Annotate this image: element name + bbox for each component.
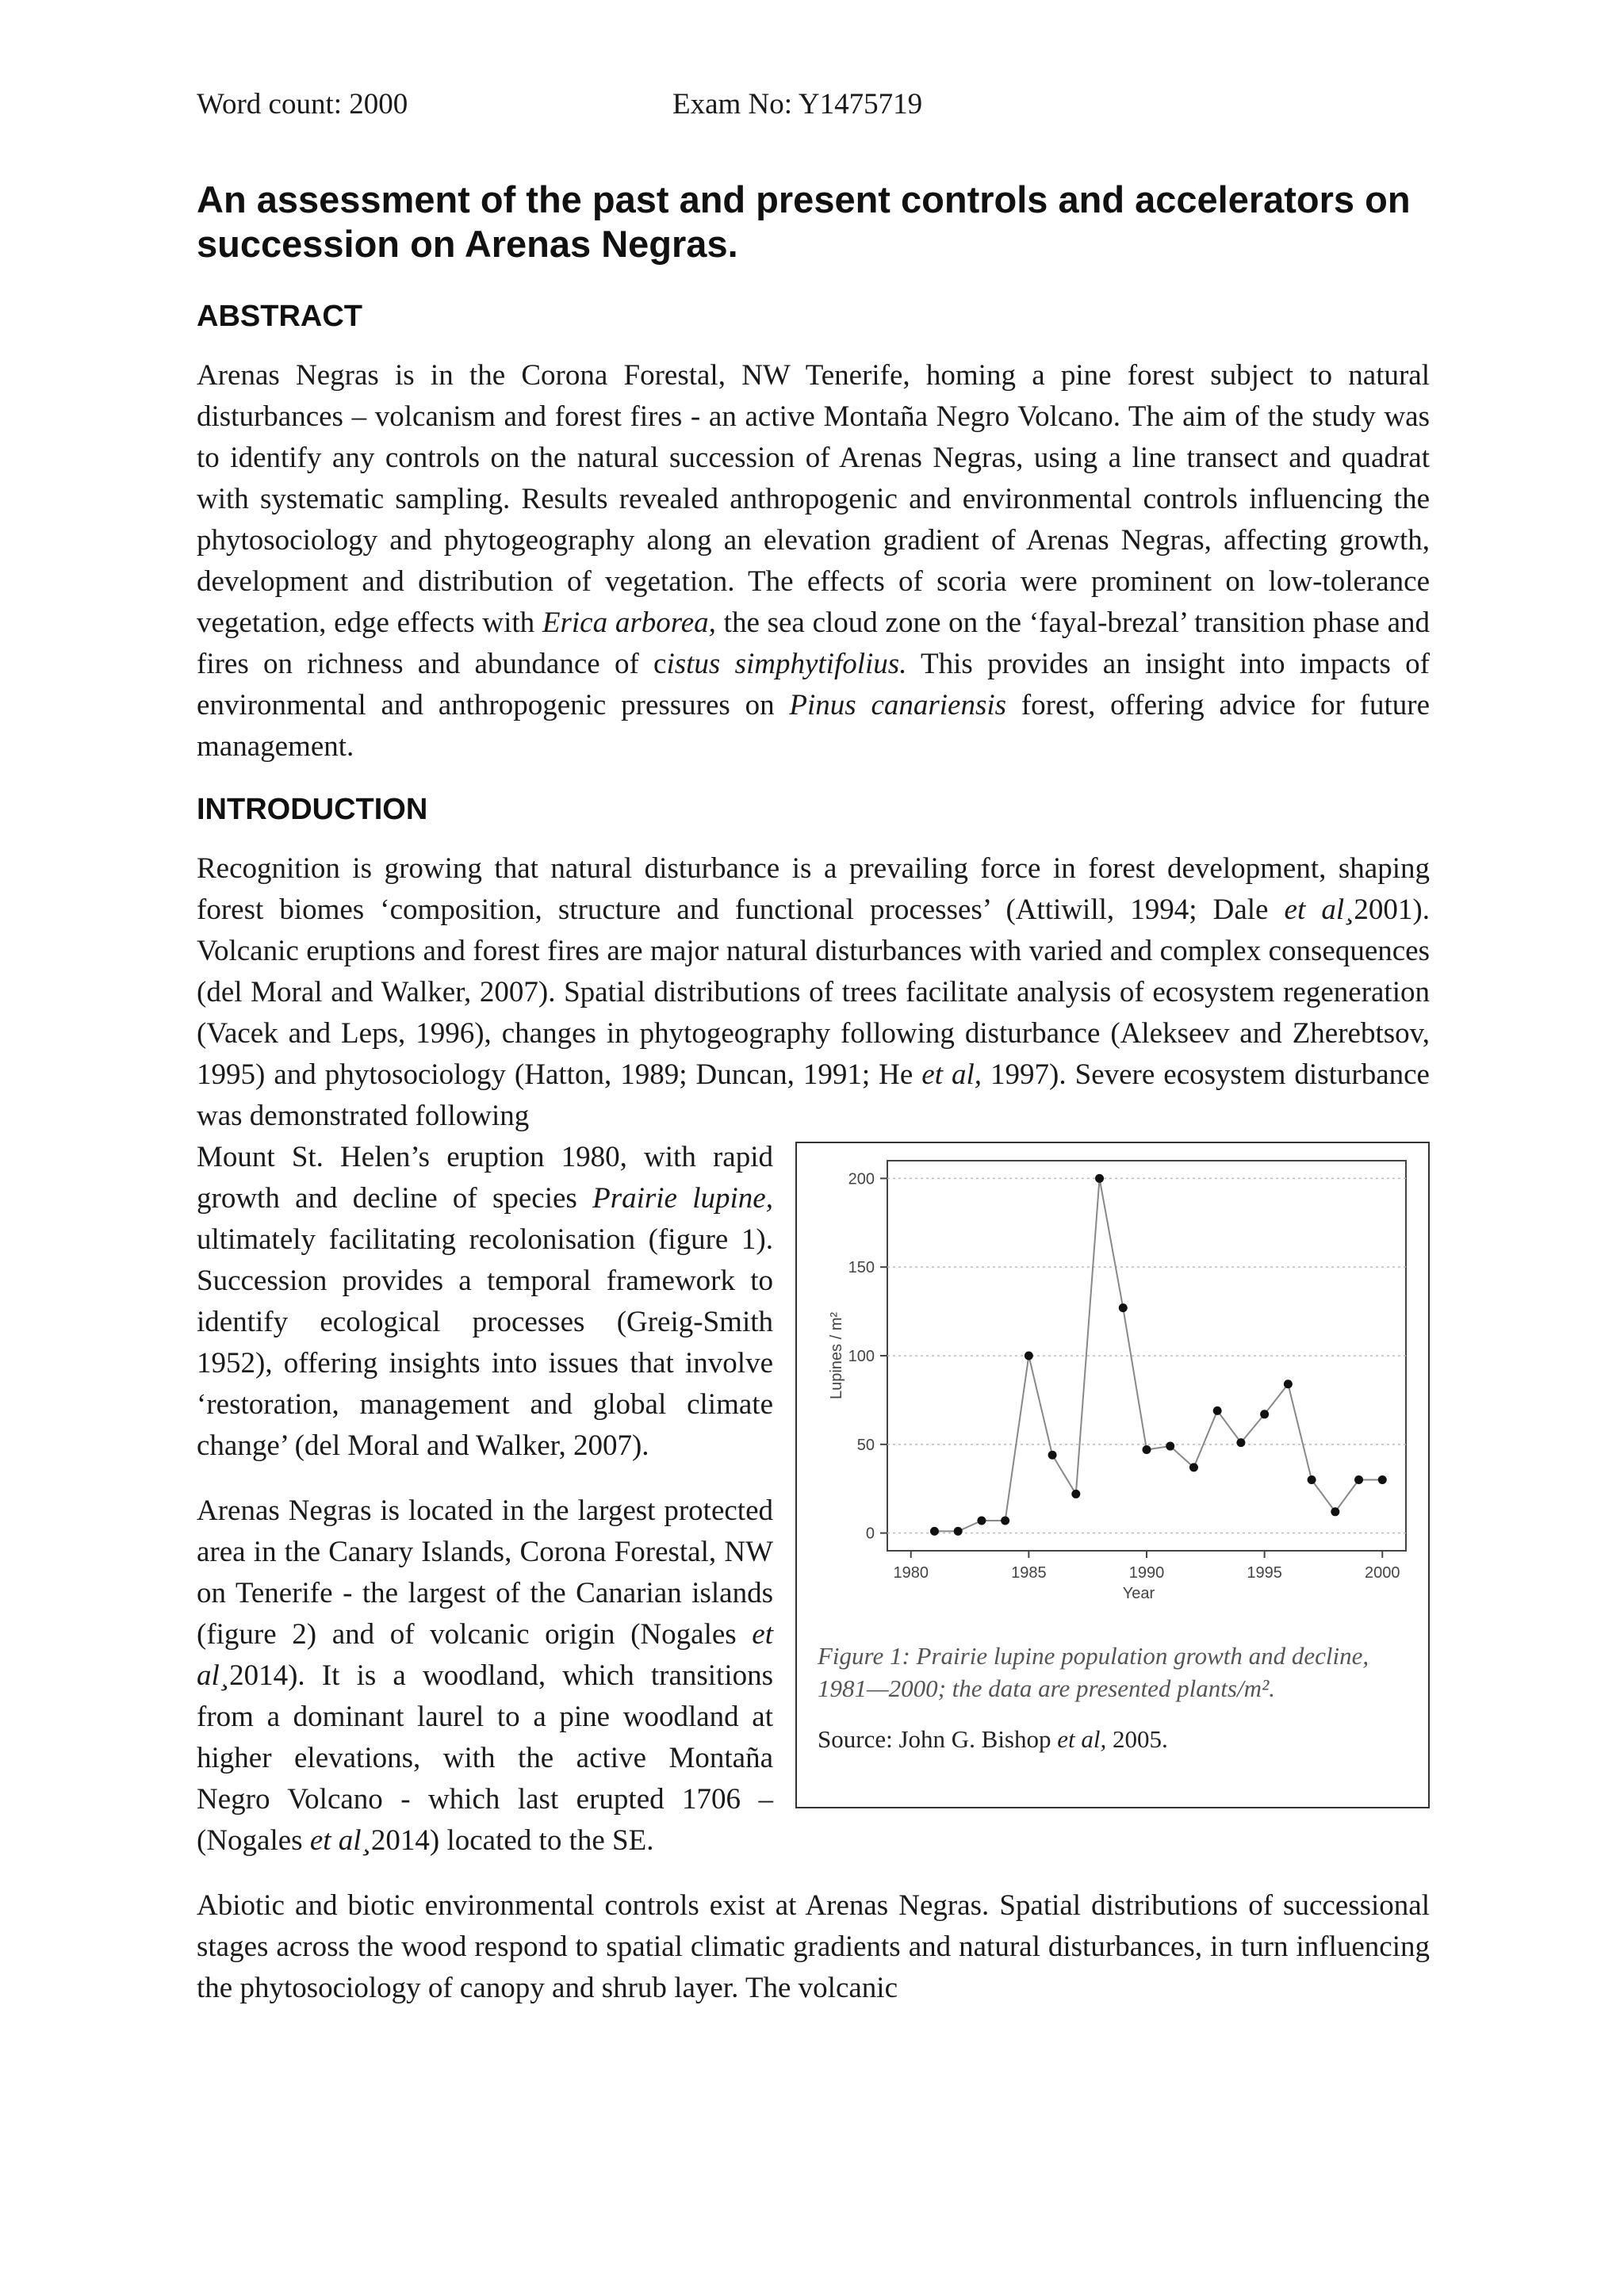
data-point [1119,1303,1128,1312]
data-point [977,1516,986,1525]
exam-number: Exam No: Y1475719 [672,88,923,121]
y-tick-label: 150 [848,1259,875,1277]
introduction-body [197,848,1430,1885]
data-point [1095,1174,1104,1183]
x-tick-label: 1985 [1011,1564,1047,1582]
abstract-heading: ABSTRACT [197,300,362,333]
lupine-chart [810,1154,1419,1622]
x-tick-label: 1995 [1247,1564,1282,1582]
data-point [1189,1463,1198,1471]
data-point [1048,1451,1057,1460]
document-title: An assessment of the past and present controls and accelerators on succession on Arenas Negras. [197,178,1411,265]
data-point [1378,1475,1387,1484]
intro-paragraph-2: Arenas Negras is located in the largest protected area in the Canary Islands, Corona Forestal, NW on Tenerife - the largest of the Canarian islands (figure 2) and of volcanic origin (Nogales et al¸2014). It is a woodland, which transitions from a dominant laurel to a pine woodland at higher elevations, with the active Montaña Negro Volcano - which last erupted 1706 – (Nogales et al¸2014) located to the SE. [197,1494,773,1857]
data-point [1166,1442,1174,1451]
x-axis-label: Year [1122,1585,1155,1602]
y-tick-label: 50 [856,1436,875,1454]
x-tick-label: 1990 [1128,1564,1165,1582]
x-tick-label: 2000 [1365,1564,1400,1582]
figure-caption: Figure 1: Prairie lupine population growth and decline, 1981—2000; the data are presented plants/m². [818,1642,1369,1702]
data-point [1308,1475,1316,1484]
data-point [930,1527,939,1536]
species-name: Erica arborea, [542,607,716,639]
data-point [1001,1516,1009,1525]
word-count: Word count: 2000 [197,88,408,121]
y-tick-label: 100 [848,1348,875,1365]
figure-source: Source: John G. Bishop et al, 2005. [818,1725,1168,1753]
data-point [1284,1380,1293,1388]
figure-1 [795,1142,1430,1808]
data-point [1354,1475,1363,1484]
data-point [1236,1438,1245,1447]
y-axis-label: Lupines / m² [828,1311,845,1400]
data-point [1260,1410,1269,1418]
species-name: istus simphytifolius. [666,648,907,680]
x-tick-label: 1980 [893,1564,929,1582]
intro-paragraph-1-continued: Mount St. Helen’s eruption 1980, with rapid growth and decline of species Prairie lupine, ultimately facilitating recolonisation (figure 1). Succession provides a temporal framework to identify ecological processes (Greig-Smith 1952), offering insights into issues that involve ‘restoration, management and global climate change’ (del Moral and Walker, 2007). [197,1141,773,1462]
data-point [954,1527,963,1536]
introduction-heading: INTRODUCTION [197,793,428,826]
data-point [1213,1406,1222,1415]
data-point [1025,1352,1033,1360]
y-tick-label: 200 [848,1170,875,1188]
data-point [1331,1507,1339,1516]
species-name: Pinus canariensis [789,689,1007,721]
abstract-paragraph: Arenas Negras is in the Corona Forestal, NW Tenerife, homing a pine forest subject to natural disturbances – volcanism and forest fires - an active Montaña Negro Volcano. The aim of the study was to identify any controls on the natural succession of Arenas Negras, using a line transect and quadrat with systematic sampling. Results revealed anthropogenic and environmental controls influencing the phytosociology and phytogeography along an elevation gradient of Arenas Negras, affecting growth, development and distribution of vegetation. The effects of scoria were prominent on low-tolerance vegetation, edge effects with Erica arborea, the sea cloud zone on the ‘fayal-brezal’ transition phase and fires on richness and abundance of cistus simphytifolius. This provides an insight into impacts of environmental and anthropogenic pressures on Pinus canariensis forest, offering advice for future management. [197,359,1431,763]
page-header [197,87,1430,122]
data-point [1071,1490,1080,1498]
document-page [197,87,1430,2033]
intro-paragraph-3: Abiotic and biotic environmental controls exist at Arenas Negras. Spatial distributions of successional stages across the wood respond to spatial climatic gradients and natural disturbances, in turn influencing the phytosociology of canopy and shrub layer. The volcanic [197,1889,1430,2004]
y-tick-label: 0 [865,1525,875,1543]
data-point [1143,1445,1151,1454]
intro-paragraph-1: Recognition is growing that natural disturbance is a prevailing force in forest development, shaping forest biomes ‘composition, structure and functional processes’ (Attiwill, 1994; Dale et al¸2001). Volcanic eruptions and forest fires are major natural disturbances with varied and complex consequences (del Moral and Walker, 2007). Spatial distributions of trees facilitate analysis of ecosystem regeneration (Vacek and Leps, 1996), changes in phytogeography following disturbance (Alekseev and Zherebtsov, 1995) and phytosociology (Hatton, 1989; Duncan, 1991; He et al, 1997). Severe ecosystem disturbance was demonstrated following [197,852,1430,1132]
